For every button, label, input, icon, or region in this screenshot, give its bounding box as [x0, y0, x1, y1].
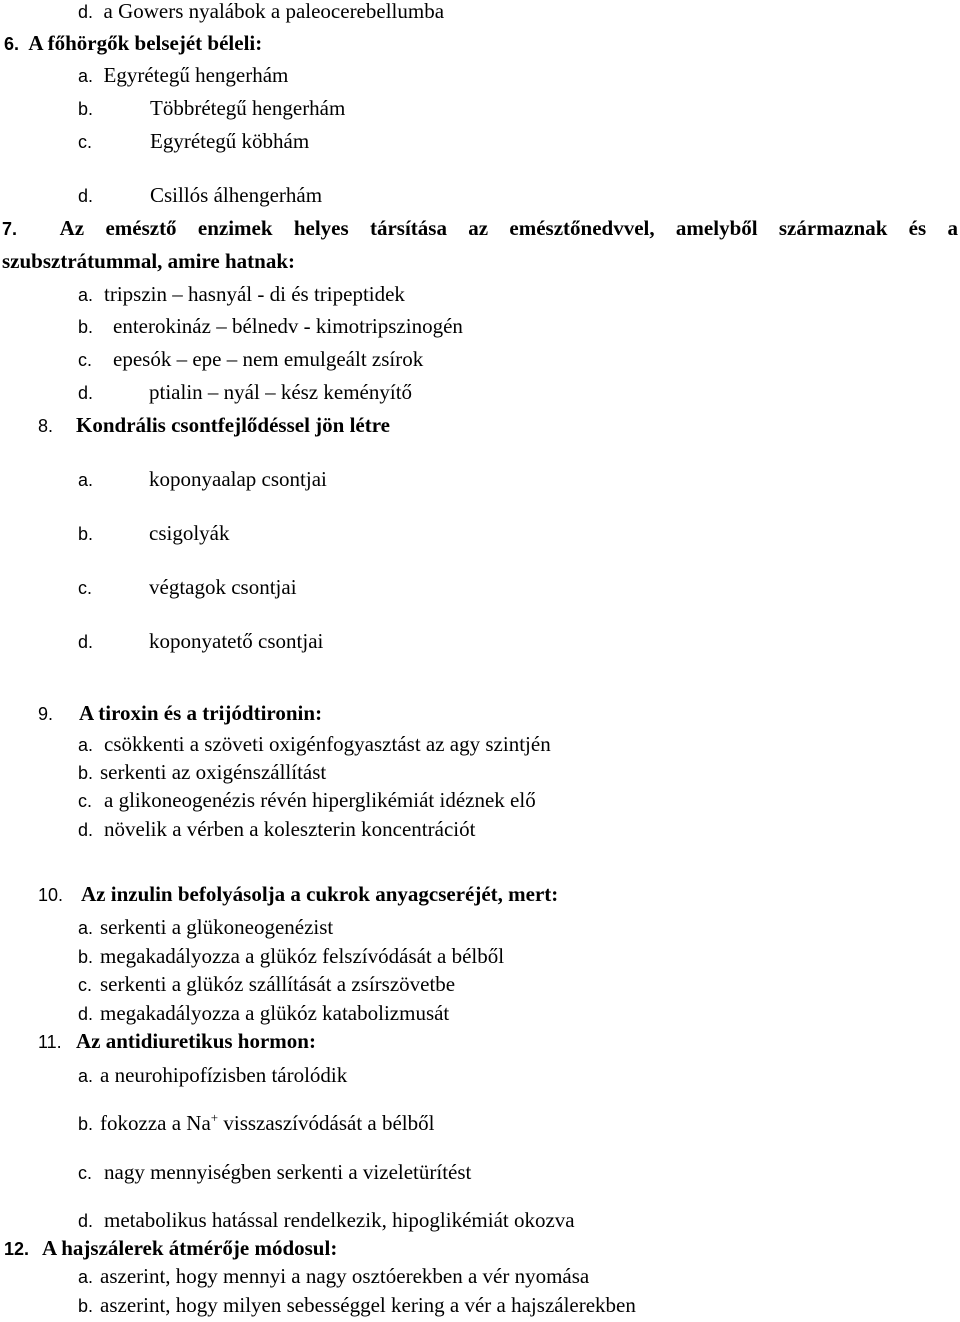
q9-title: [38, 703, 322, 724]
option-mark: b.: [78, 1296, 94, 1316]
question-number: 10.: [38, 885, 64, 905]
question-number: 6.: [4, 34, 20, 54]
option-mark: c.: [78, 791, 93, 811]
q11-title: [38, 1031, 316, 1052]
option-text: a glikoneogenézis révén hiperglikémiát idéznek elő: [104, 788, 536, 812]
option-text: csigolyák: [149, 521, 230, 545]
q12-title: [4, 1238, 337, 1259]
option-mark: d.: [78, 1211, 94, 1231]
question-text: Az emésztő enzimek helyes társítása az emésztőnedvvel, amelyből származnak és a: [59, 216, 958, 240]
q6-option-c: [78, 131, 309, 152]
option-mark: b.: [78, 99, 94, 119]
q12-option-a: [78, 1266, 589, 1287]
option-text: Egyrétegű köbhám: [150, 129, 310, 153]
option-text: növelik a vérben a koleszterin koncentrációt: [104, 817, 476, 841]
option-mark: c.: [78, 132, 93, 152]
question-number: 9.: [38, 704, 54, 724]
option-text: nagy mennyiségben serkenti a vizeletürítést: [104, 1160, 472, 1184]
q6-title: [4, 33, 262, 54]
q5-option-d: [78, 1, 444, 22]
option-text: csökkenti a szöveti oxigénfogyasztást az agy szintjén: [104, 732, 551, 756]
q10-option-c: [78, 974, 455, 995]
q8-option-c: [78, 577, 297, 598]
question-text: A tiroxin és a trijódtironin:: [79, 701, 323, 725]
q8-option-b: [78, 523, 229, 544]
option-mark: a.: [78, 66, 94, 86]
q9-option-c: [78, 790, 536, 811]
question-number: 11.: [38, 1032, 62, 1052]
q6-option-b: [78, 98, 345, 119]
question-text: Kondrális csontfejlődéssel jön létre: [76, 413, 390, 437]
q8-option-a: [78, 469, 327, 490]
question-number: 7.: [2, 219, 18, 239]
q10-option-b: [78, 946, 504, 967]
option-text: megakadályozza a glükóz katabolizmusát: [100, 1001, 450, 1025]
option-text: visszaszívódását a bélből: [218, 1111, 435, 1135]
question-text: Az antidiuretikus hormon:: [76, 1029, 316, 1053]
option-text: koponyatető csontjai: [149, 629, 324, 653]
option-text: metabolikus hatással rendelkezik, hipoglikémiát okozva: [104, 1208, 575, 1232]
q12-option-b: [78, 1295, 636, 1316]
option-mark: a.: [78, 285, 94, 305]
q10-option-a: [78, 917, 333, 938]
option-text: enterokináz – bélnedv - kimotripszinogén: [113, 314, 463, 338]
q9-option-d: [78, 819, 475, 840]
q10-title: [38, 884, 558, 905]
q8-option-d: [78, 631, 323, 652]
option-text: serkenti az oxigénszállítást: [100, 760, 327, 784]
option-mark: b.: [78, 947, 94, 967]
q6-option-a: [78, 65, 288, 86]
option-mark: b.: [78, 1114, 94, 1134]
option-mark: a.: [78, 918, 94, 938]
question-number: 8.: [38, 416, 54, 436]
option-text: Egyrétegű hengerhám: [103, 63, 289, 87]
q7-title-line2: [2, 251, 295, 272]
option-text: fokozza a Na: [100, 1111, 211, 1135]
option-mark: d.: [78, 632, 94, 652]
question-text: szubsztrátummal, amire hatnak:: [2, 249, 296, 273]
q9-option-b: [78, 762, 326, 783]
question-text: Az inzulin befolyásolja a cukrok anyagcseréjét, mert:: [81, 882, 559, 906]
option-mark: b.: [78, 763, 94, 783]
q10-option-d: [78, 1003, 449, 1024]
superscript-plus: +: [210, 1110, 219, 1125]
question-number: 12.: [4, 1239, 30, 1259]
q11-option-a: [78, 1065, 347, 1086]
option-text: serkenti a glükóz szállítását a zsírszövetbe: [100, 972, 456, 996]
option-mark: d.: [78, 383, 94, 403]
q11-option-b: [78, 1110, 435, 1135]
q7-option-b: [78, 316, 463, 337]
option-text: Többrétegű hengerhám: [150, 96, 346, 120]
option-text: aszerint, hogy mennyi a nagy osztóerekben a vér nyomása: [100, 1264, 590, 1288]
q6-option-d: [78, 185, 322, 206]
option-mark: c.: [78, 1163, 93, 1183]
option-text: a neurohipofízisben tárolódik: [100, 1063, 348, 1087]
option-text: ptialin – nyál – kész keményítő: [149, 380, 413, 404]
q7-title-line1: [2, 218, 958, 239]
q11-option-c: [78, 1162, 471, 1183]
question-text: A hajszálerek átmérője módosul:: [42, 1236, 338, 1260]
option-text: serkenti a glükoneogenézist: [100, 915, 334, 939]
option-mark: a.: [78, 1066, 94, 1086]
q7-option-d: [78, 382, 412, 403]
option-mark: d.: [78, 1004, 94, 1024]
option-mark: d.: [78, 186, 94, 206]
option-mark: d.: [78, 2, 94, 22]
option-mark: a.: [78, 1267, 94, 1287]
q9-option-a: [78, 734, 551, 755]
option-mark: b.: [78, 524, 94, 544]
option-text: epesók – epe – nem emulgeált zsírok: [113, 347, 424, 371]
option-text: tripszin – hasnyál - di és tripeptidek: [104, 282, 405, 306]
q11-option-d: [78, 1210, 575, 1231]
q7-option-a: [78, 284, 405, 305]
option-text: koponyaalap csontjai: [149, 467, 327, 491]
option-text: végtagok csontjai: [149, 575, 297, 599]
option-mark: a.: [78, 735, 94, 755]
option-mark: c.: [78, 350, 93, 370]
option-text: aszerint, hogy milyen sebességgel kering a vér a hajszálerekben: [100, 1293, 636, 1317]
option-mark: a.: [78, 470, 94, 490]
option-mark: c.: [78, 578, 93, 598]
option-mark: b.: [78, 317, 94, 337]
option-mark: c.: [78, 975, 93, 995]
option-text: a Gowers nyalábok a paleocerebellumba: [103, 0, 445, 23]
option-text: Csillós álhengerhám: [150, 183, 323, 207]
option-text: megakadályozza a glükóz felszívódását a bélből: [100, 944, 505, 968]
q7-option-c: [78, 349, 423, 370]
option-mark: d.: [78, 820, 94, 840]
q8-title: [38, 415, 390, 436]
question-text: A főhörgők belsejét béleli:: [28, 31, 263, 55]
